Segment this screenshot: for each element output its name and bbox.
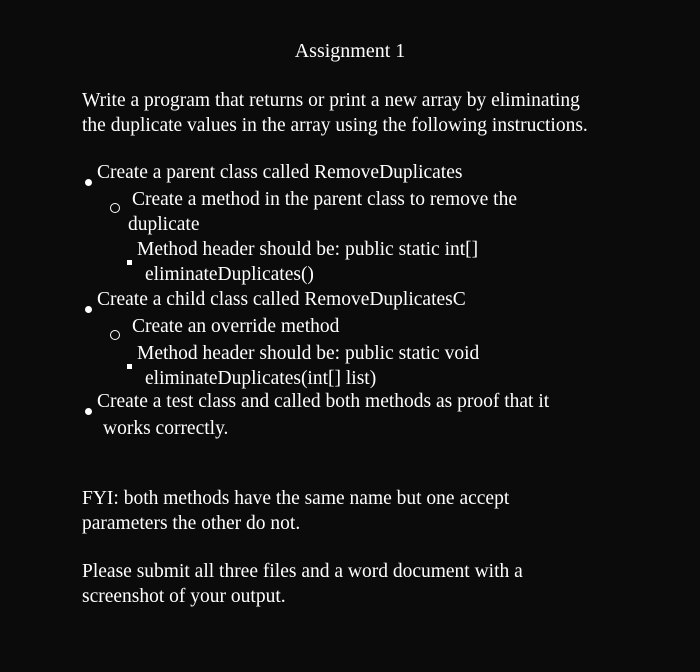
fyi-line: parameters the other do not. [82,513,301,534]
intro-line: the duplicate values in the array using the following instructions. [82,115,588,136]
fyi-paragraph [82,486,642,536]
list-item-text: works correctly. [103,418,229,439]
intro-paragraph [82,88,642,138]
submit-paragraph [82,559,642,609]
bullet-icon [85,408,92,415]
list-item-text: Method header should be: public static int[] [137,239,479,260]
list-item-text: Create a child class called RemoveDuplicatesC [97,289,466,310]
square-bullet-icon [127,260,132,265]
intro-line: Write a program that returns or print a new array by eliminating [82,90,580,111]
bullet-icon [85,306,92,313]
page-title: Assignment 1 [294,40,406,62]
square-bullet-icon [127,364,132,369]
submit-line: Please submit all three files and a word document with a [82,561,523,582]
circle-bullet-icon [110,203,120,213]
circle-bullet-icon [110,330,120,340]
list-item-text: duplicate [128,214,200,235]
list-item-text: Create an override method [132,316,340,337]
fyi-line: FYI: both methods have the same name but one accept [82,488,510,509]
list-item-text: Create a method in the parent class to remove the [132,189,517,210]
list-item-text: eliminateDuplicates() [145,264,314,285]
submit-line: screenshot of your output. [82,586,286,607]
list-item-text: Method header should be: public static void [137,343,480,364]
list-item-text: eliminateDuplicates(int[] list) [145,368,377,389]
list-item-text: Create a parent class called RemoveDuplicates [97,162,463,183]
list-item-text: Create a test class and called both methods as proof that it [97,391,550,412]
bullet-icon [85,179,92,186]
